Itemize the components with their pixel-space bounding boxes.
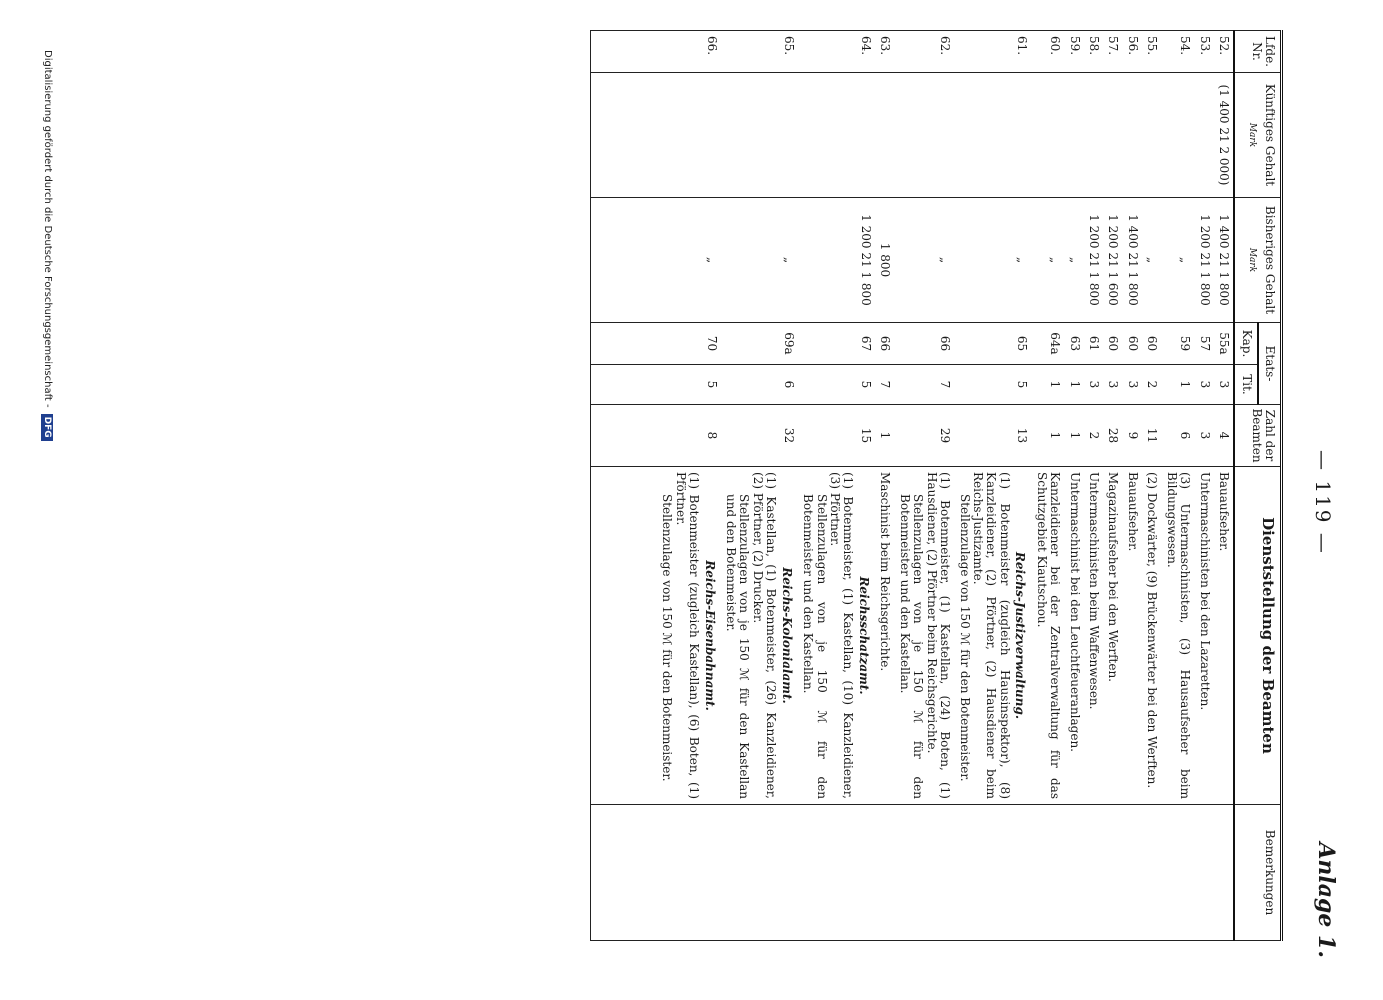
previous-salary: „	[1064, 198, 1083, 323]
etat-chapter: 70	[657, 323, 721, 365]
remarks	[1214, 805, 1234, 941]
table-row	[894, 31, 954, 941]
future-salary: (1 400 21 2 000)	[1214, 73, 1234, 198]
position-text: Bauaufseher.	[1217, 472, 1232, 552]
table-row	[1103, 31, 1122, 941]
digitization-note: Digitalisierung gefördert durch die Deutsche Forschungsgemeinschaft -DFG	[41, 50, 53, 441]
staff-count: 11	[1142, 405, 1161, 467]
remarks	[1142, 805, 1161, 941]
position-text: (1) Botenmeister, (1) Kastellan, (10) Kanzleidiener, (3) Pförtner.	[828, 472, 856, 799]
row-number: 53.	[1194, 31, 1213, 73]
col-lfd-nr: Lfde. Nr.	[1234, 31, 1281, 73]
previous-salary: „	[721, 198, 798, 323]
position-text: Untermaschinisten bei den Lazaretten.	[1197, 472, 1212, 711]
etat-title: 5	[657, 365, 721, 405]
table-row	[1142, 31, 1161, 941]
empty-cell	[590, 405, 657, 467]
etat-chapter: 66	[875, 323, 894, 365]
remarks	[1123, 805, 1142, 941]
unit-label: Mark	[1246, 122, 1257, 148]
col-kuenftiges-gehalt: Künftiges Gehalt Mark	[1234, 73, 1281, 198]
col-kap: Kap.	[1234, 323, 1257, 365]
allowance-note: Stellenzulagen von je 150 ℳ für den Kastellan und den Botenmeister.	[724, 494, 752, 799]
previous-salary: „	[894, 198, 954, 323]
previous-salary: 1 200 21 1 800	[1084, 198, 1103, 323]
position-text: Untermaschinisten beim Waffenwesen.	[1087, 472, 1102, 710]
position-description	[1103, 467, 1122, 805]
position-description	[1031, 467, 1064, 805]
position-text: (1) Botenmeister (zugleich Hausinspektor), (8) Kanzleidiener, (2) Pförtner, (2) Hausdiener beim Reichs-Justizamte.	[971, 472, 1012, 799]
previous-salary: „	[1031, 198, 1064, 323]
future-salary	[1123, 73, 1142, 198]
document-page	[42, 30, 1353, 970]
page-number: — 119 —	[1311, 450, 1335, 555]
future-salary	[894, 73, 954, 198]
table-row	[1214, 31, 1234, 941]
table-filler-row	[590, 31, 657, 941]
future-salary	[1031, 73, 1064, 198]
etat-title: 5	[798, 365, 875, 405]
previous-salary: „	[1161, 198, 1194, 323]
future-salary	[1084, 73, 1103, 198]
remarks	[1161, 805, 1194, 941]
staff-count: 15	[798, 405, 875, 467]
unit-label: Mark	[1246, 247, 1257, 273]
col-dienststellung: Dienststellung der Beamten	[1234, 467, 1281, 805]
position-text: (3) Untermaschinisten, (3) Hausaufseher beim Bildungswesen.	[1164, 472, 1193, 799]
table-row	[657, 31, 721, 941]
page-header	[1287, 30, 1353, 970]
remarks	[798, 805, 875, 941]
future-salary	[1103, 73, 1122, 198]
future-salary	[875, 73, 894, 198]
staff-count: 32	[721, 405, 798, 467]
table-row	[954, 31, 1031, 941]
position-text: Kanzleidiener bei der Zentralverwaltung für das Schutzgebiet Kiautschou.	[1034, 472, 1063, 799]
row-number: 52.	[1214, 31, 1234, 73]
etat-chapter: 60	[1103, 323, 1122, 365]
row-number: 56.	[1123, 31, 1142, 73]
previous-salary: 1 200 21 1 800	[798, 198, 875, 323]
position-description	[894, 467, 954, 805]
row-number: 58.	[1084, 31, 1103, 73]
etat-title: 5	[954, 365, 1031, 405]
empty-cell	[590, 198, 657, 323]
etat-title: 1	[1031, 365, 1064, 405]
position-description	[1123, 467, 1142, 805]
staff-count: 6	[1161, 405, 1194, 467]
etat-chapter: 67	[798, 323, 875, 365]
annex-label: Anlage 1.	[1313, 842, 1339, 958]
row-number: 61.	[954, 31, 1031, 73]
etat-title: 6	[721, 365, 798, 405]
col-etats: Etats-	[1258, 323, 1282, 405]
etat-chapter: 55a	[1214, 323, 1234, 365]
section-heading: Reichs-Kolonialamt.	[779, 567, 794, 704]
etat-chapter: 69a	[721, 323, 798, 365]
allowance-note: Stellenzulage von 150 ℳ für den Botenmeister.	[957, 494, 972, 782]
remarks	[1194, 805, 1213, 941]
remarks	[1084, 805, 1103, 941]
etat-chapter: 60	[1142, 323, 1161, 365]
position-description	[1142, 467, 1161, 805]
position-description	[798, 467, 875, 805]
etat-title: 1	[1161, 365, 1194, 405]
empty-cell	[590, 31, 657, 73]
remarks	[1031, 805, 1064, 941]
previous-salary: 1 200 21 1 800	[1194, 198, 1213, 323]
remarks	[1103, 805, 1122, 941]
etat-chapter: 60	[1123, 323, 1142, 365]
staff-count: 9	[1123, 405, 1142, 467]
etat-title: 2	[1142, 365, 1161, 405]
row-number: 57.	[1103, 31, 1122, 73]
table-row	[798, 31, 875, 941]
table-row	[721, 31, 798, 941]
staff-count: 2	[1084, 405, 1103, 467]
etat-title: 3	[1123, 365, 1142, 405]
staff-count: 3	[1194, 405, 1213, 467]
future-salary	[954, 73, 1031, 198]
previous-salary: 1 400 21 1 800	[1123, 198, 1142, 323]
position-text: Maschinist beim Reichsgerichte.	[878, 472, 893, 672]
section-heading: Reichs-Eisenbahnamt.	[702, 560, 717, 711]
position-description	[1161, 467, 1194, 805]
position-text: (1) Botenmeister, (1) Kastellan, (24) Boten, (1) Hausdiener, (2) Pförtner beim Reichsgerichte.	[924, 472, 953, 799]
staff-count: 1	[875, 405, 894, 467]
etat-title: 3	[1214, 365, 1234, 405]
position-text: (2) Dockwärter, (9) Brückenwärter bei den Werften.	[1145, 472, 1160, 789]
table-row	[1123, 31, 1142, 941]
allowance-note: Stellenzulage von 150 ℳ für den Botenmeister.	[660, 494, 675, 782]
etat-title: 3	[1084, 365, 1103, 405]
position-text: Untermaschinist bei den Leuchtfeueranlagen.	[1067, 472, 1082, 752]
remarks	[894, 805, 954, 941]
position-description	[875, 467, 894, 805]
position-text: (1) Kastellan, (1) Botenmeister, (26) Kanzleidiener, (2) Pförtner, (2) Drucker.	[750, 472, 779, 799]
section-heading: Reichsschatzamt.	[856, 576, 871, 695]
empty-cell	[590, 73, 657, 198]
empty-cell	[590, 467, 657, 805]
future-salary	[798, 73, 875, 198]
previous-salary: „	[657, 198, 721, 323]
etat-title: 7	[894, 365, 954, 405]
future-salary	[1142, 73, 1161, 198]
etat-chapter: 65	[954, 323, 1031, 365]
remarks	[1064, 805, 1083, 941]
table-row	[875, 31, 894, 941]
row-number: 66.	[657, 31, 721, 73]
row-number: 65.	[721, 31, 798, 73]
position-description	[721, 467, 798, 805]
col-bemerkungen: Bemerkungen	[1234, 805, 1281, 941]
table-row	[1064, 31, 1083, 941]
empty-cell	[590, 805, 657, 941]
remarks	[657, 805, 721, 941]
table-body	[590, 31, 1234, 941]
position-description	[657, 467, 721, 805]
row-number: 64.	[798, 31, 875, 73]
previous-salary: 1 200 21 1 600	[1103, 198, 1122, 323]
previous-salary: „	[1142, 198, 1161, 323]
position-description	[1064, 467, 1083, 805]
position-text: Magazinaufseher bei den Werften.	[1106, 472, 1121, 682]
etat-title: 7	[875, 365, 894, 405]
section-heading: Reichs-Justizverwaltung.	[1013, 551, 1028, 720]
etat-chapter: 57	[1194, 323, 1213, 365]
etat-chapter: 66	[894, 323, 954, 365]
allowance-note: Stellenzulagen von je 150 ℳ für den Botenmeister und den Kastellan.	[801, 494, 829, 799]
position-description	[1194, 467, 1213, 805]
etat-chapter: 64a	[1031, 323, 1064, 365]
empty-cell	[590, 323, 657, 365]
col-zahl: Zahl der Beamten	[1234, 405, 1281, 467]
future-salary	[657, 73, 721, 198]
future-salary	[1161, 73, 1194, 198]
staff-count: 28	[1103, 405, 1122, 467]
allowance-note: Stellenzulagen von je 150 ℳ für den Botenmeister und den Kastellan.	[897, 494, 926, 799]
staff-count: 13	[954, 405, 1031, 467]
etat-chapter: 61	[1084, 323, 1103, 365]
table-row	[1084, 31, 1103, 941]
table-row	[1161, 31, 1194, 941]
row-number: 54.	[1161, 31, 1194, 73]
staff-count: 29	[894, 405, 954, 467]
position-description	[954, 467, 1031, 805]
staff-count: 8	[657, 405, 721, 467]
civil-servant-table	[590, 30, 1283, 941]
future-salary	[721, 73, 798, 198]
table-row	[1194, 31, 1213, 941]
row-number: 63.	[875, 31, 894, 73]
previous-salary: 1 800	[875, 198, 894, 323]
future-salary	[1064, 73, 1083, 198]
remarks	[721, 805, 798, 941]
position-description	[1214, 467, 1234, 805]
position-text: (1) Botenmeister (zugleich Kastellan), (6) Boten, (1) Pförtner.	[673, 472, 702, 799]
dfg-logo: DFG	[41, 414, 53, 441]
future-salary	[1194, 73, 1213, 198]
col-bisheriges-gehalt: Bisheriges Gehalt Mark	[1234, 198, 1281, 323]
position-description	[1084, 467, 1103, 805]
etat-chapter: 63	[1064, 323, 1083, 365]
remarks	[954, 805, 1031, 941]
previous-salary: „	[954, 198, 1031, 323]
etat-title: 3	[1103, 365, 1122, 405]
table-row	[1031, 31, 1064, 941]
remarks	[875, 805, 894, 941]
row-number: 62.	[894, 31, 954, 73]
position-text: Bauaufseher.	[1125, 472, 1140, 552]
col-tit: Tit.	[1234, 365, 1257, 405]
staff-count: 1	[1064, 405, 1083, 467]
row-number: 55.	[1142, 31, 1161, 73]
staff-count: 4	[1214, 405, 1234, 467]
row-number: 59.	[1064, 31, 1083, 73]
etat-title: 1	[1064, 365, 1083, 405]
previous-salary: 1 400 21 1 800	[1214, 198, 1234, 323]
row-number: 60.	[1031, 31, 1064, 73]
etat-title: 3	[1194, 365, 1213, 405]
etat-chapter: 59	[1161, 323, 1194, 365]
staff-count: 1	[1031, 405, 1064, 467]
empty-cell	[590, 365, 657, 405]
